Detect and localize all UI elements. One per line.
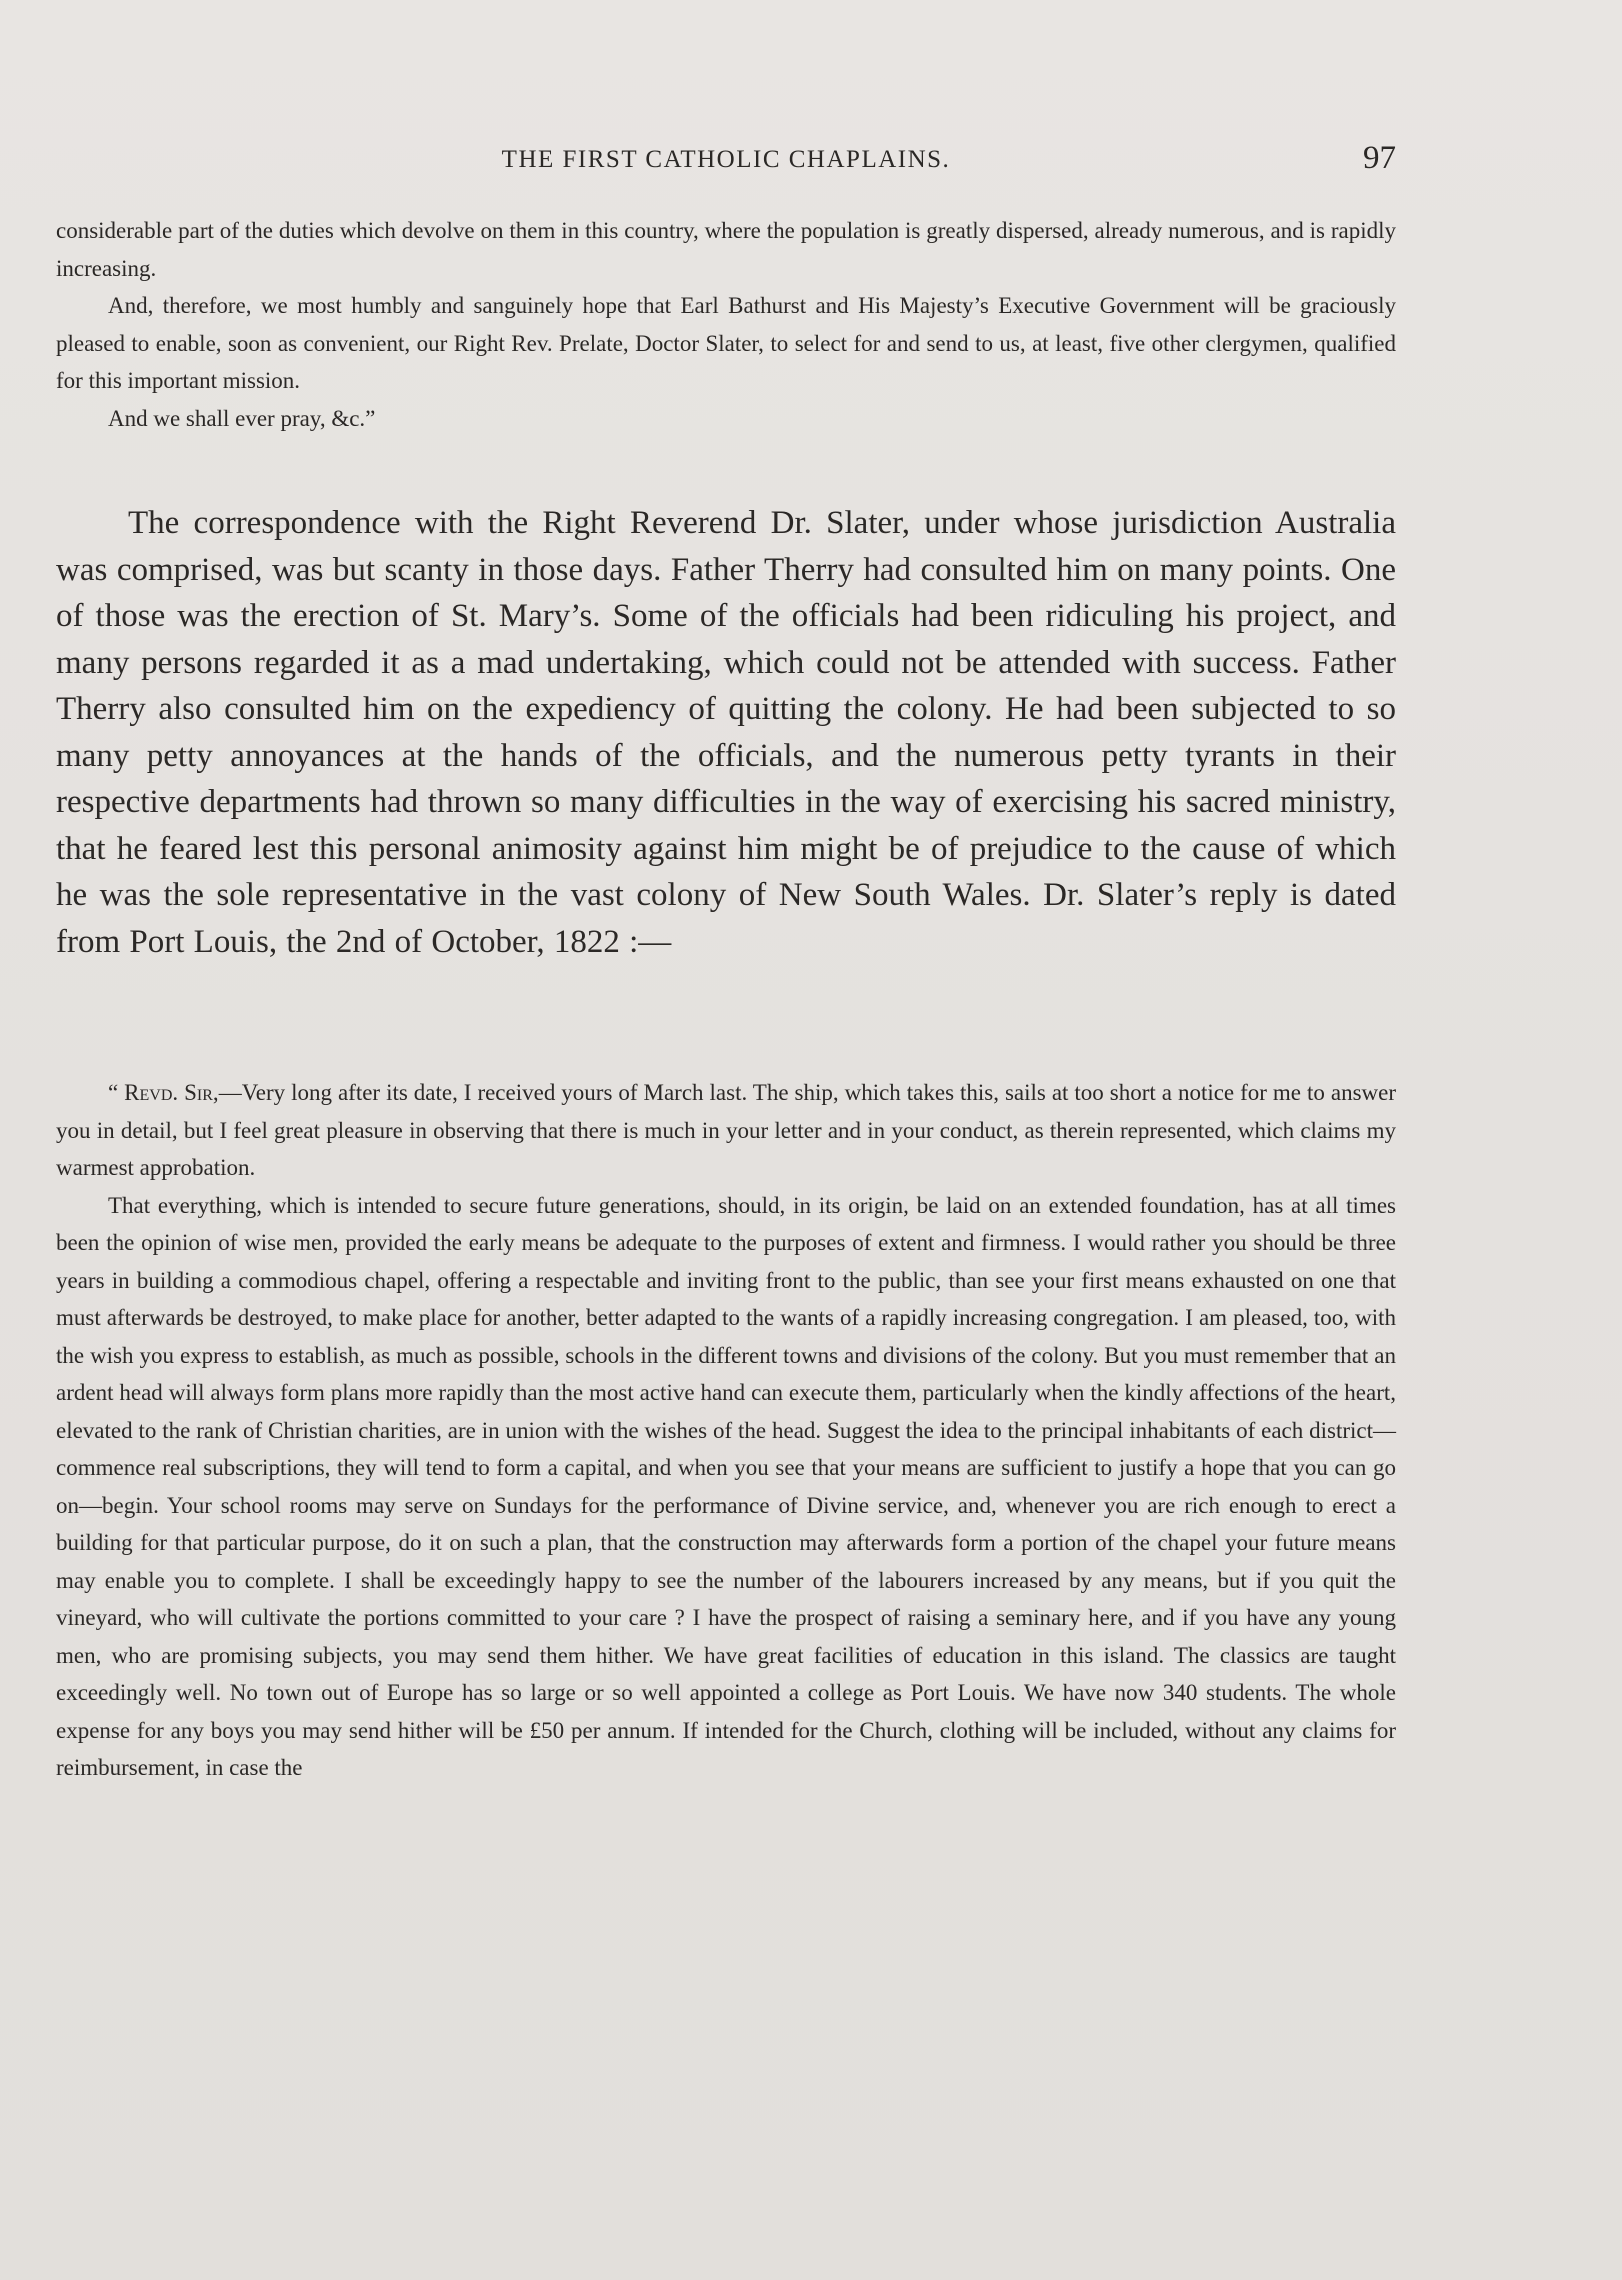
petition-quote [56,212,1396,437]
body-text [56,500,1396,965]
petition-paragraph-2: And, therefore, we most humbly and sanguinely hope that Earl Bathurst and His Majesty’s Executive Government will be graciously pleased to enable, soon as convenient, our Right Rev. Prelate, Doctor Slater, to select for and send to us, at least, five other clergymen, qualified for this important mission. [56,293,1396,393]
page-header [56,140,1396,190]
petition-paragraph-3: And we shall ever pray, &c.” [108,405,376,431]
page-number: 97 [1363,140,1396,176]
letter-quote [56,1074,1396,1787]
petition-paragraph-1: considerable part of the duties which devolve on them in this country, where the population is greatly dispersed, already numerous, and is rapidly increasing. [56,218,1396,281]
body-paragraph: The correspondence with the Right Reverend Dr. Slater, under whose jurisdiction Australia was comprised, was but scanty in those days. Father Therry had consulted him on many points. One of those was the erection of St. Mary’s. Some of the officials had been ridiculing his project, and many persons regarded it as a mad undertaking, which could not be attended with success. Father Therry also consulted him on the expediency of quitting the colony. He had been subjected to so many petty annoyances at the hands of the officials, and the numerous petty tyrants in their respective departments had thrown so many difficulties in the way of exercising his sacred ministry, that he feared lest this personal animosity against him might be of prejudice to the cause of which he was the sole representative in the vast colony of New South Wales. Dr. Slater’s reply is dated from Port Louis, the 2nd of October, 1822 :— [56,505,1396,960]
letter-salutation: “ Revd. Sir, [108,1080,219,1105]
letter-paragraph-1 [56,1074,1396,1187]
running-head: THE FIRST CATHOLIC CHAPLAINS. [501,146,951,173]
letter-paragraph-1-text: —Very long after its date, I received yours of March last. The ship, which takes this, sails at too short a notice for me to answer you in detail, but I feel great pleasure in observing that there is much in your letter and in your conduct, as therein represented, which claims my warmest approbation. [56,1080,1396,1180]
letter-paragraph-2: That everything, which is intended to secure future generations, should, in its origin, be laid on an extended foundation, has at all times been the opinion of wise men, provided the early means be adequate to the purposes of extent and firmness. I would rather you should be three years in building a commodious chapel, offering a respectable and inviting front to the public, than see your first means exhausted on one that must afterwards be destroyed, to make place for another, better adapted to the wants of a rapidly increasing congregation. I am pleased, too, with the wish you express to establish, as much as possible, schools in the different towns and divisions of the colony. But you must remember that an ardent head will always form plans more rapidly than the most active hand can execute them, particularly when the kindly affections of the heart, elevated to the rank of Christian charities, are in union with the wishes of the head. Suggest the idea to the principal inhabitants of each district—commence real subscriptions, they will tend to form a capital, and when you see that your means are sufficient to justify a hope that you can go on—begin. Your school rooms may serve on Sundays for the performance of Divine service, and, whenever you are rich enough to erect a building for that particular purpose, do it on such a plan, that the construction may afterwards form a portion of the chapel your future means may enable you to complete. I shall be exceedingly happy to see the number of the labourers increased by any means, but if you quit the vineyard, who will cultivate the portions committed to your care ? I have the prospect of raising a seminary here, and if you have any young men, who are promising subjects, you may send them hither. We have great facilities of education in this island. The classics are taught exceedingly well. No town out of Europe has so large or so well appointed a college as Port Louis. We have now 340 students. The whole expense for any boys you may send hither will be £50 per annum. If intended for the Church, clothing will be included, without any claims for reimbursement, in case the [56,1192,1396,1780]
